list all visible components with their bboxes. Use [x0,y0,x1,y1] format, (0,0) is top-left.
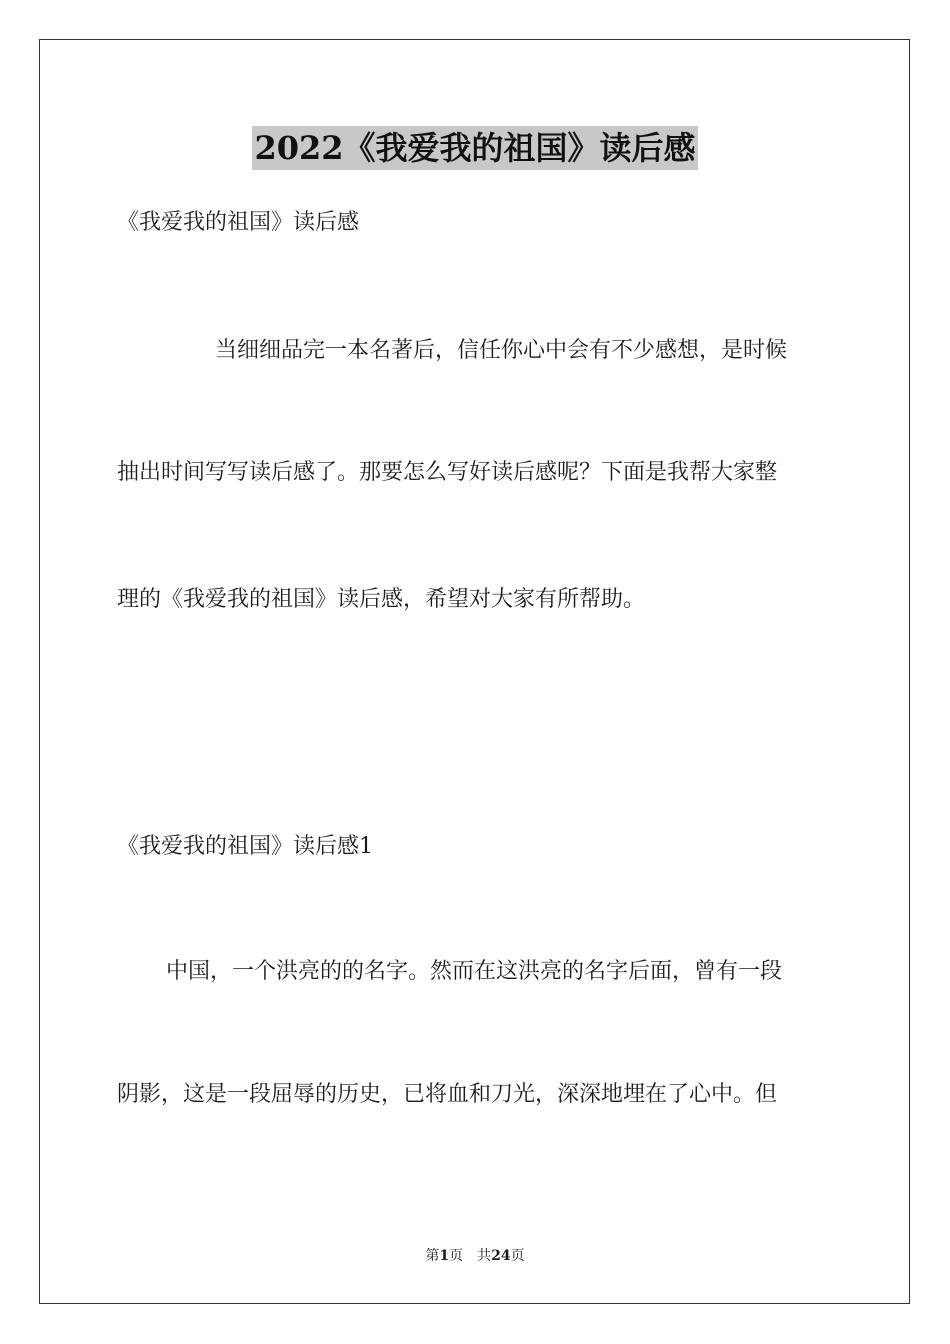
footer-total-prefix: 共 [477,1248,492,1264]
footer-total-suffix: 页 [510,1248,525,1264]
footer-page-number: 1 [439,1248,450,1264]
document-subtitle: 《我爱我的祖国》读后感 [117,210,360,235]
footer-page-suffix: 页 [449,1248,464,1264]
title-container [0,126,950,170]
intro-line-2: 抽出时间写写读后感了。那要怎么写好读后感呢？下面是我帮大家整 [117,460,778,485]
section-heading: 《我爱我的祖国》读后感1 [117,834,373,859]
intro-line-3: 理的《我爱我的祖国》读后感，希望对大家有所帮助。 [117,587,646,612]
document-title: 2022《我爱我的祖国》读后感 [252,126,697,170]
section-line-2: 阴影，这是一段屈辱的历史，已将血和刀光，深深地埋在了心中。但 [117,1082,778,1107]
footer-total-pages: 24 [491,1248,511,1264]
section-line-1: 中国，一个洪亮的的名字。然而在这洪亮的名字后面，曾有一段 [166,959,783,984]
intro-line-1: 当细细品完一本名著后，信任你心中会有不少感想，是时候 [215,338,788,363]
footer-page-prefix: 第 [425,1248,440,1264]
page-footer [0,1246,950,1266]
